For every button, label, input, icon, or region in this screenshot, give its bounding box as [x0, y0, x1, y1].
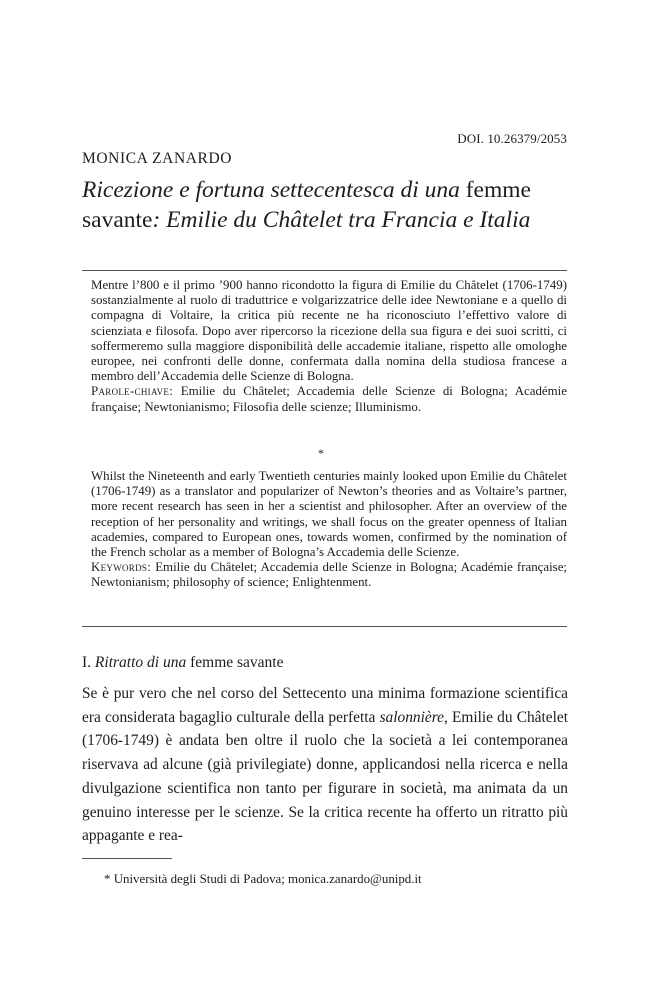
title-part-4: : [152, 207, 161, 233]
title-part-3: savante [82, 207, 153, 233]
body-paragraph [82, 682, 568, 848]
footnote-text: Università degli Studi di Padova; monica.zanardo@unipd.it [113, 872, 422, 886]
article-title [82, 175, 572, 235]
body-italic-word: salonnière [379, 708, 444, 726]
abstract-top-rule [82, 270, 567, 271]
keywords-english [91, 560, 567, 590]
body-text-part-1: Se è pur vero che nel corso del Settecento una minima formazione scientifica era considerata bagaglio culturale della perfetta [82, 685, 568, 726]
abstract-english [91, 469, 567, 591]
section-heading [82, 654, 283, 672]
doi-label: DOI. 10.26379/2053 [457, 131, 567, 146]
section-title-italic: Ritratto di una [94, 654, 187, 671]
footnote-marker: * [104, 872, 111, 886]
abstract-separator-star: * [318, 446, 324, 460]
abstract-bottom-rule [82, 626, 567, 627]
keywords-italian [91, 384, 567, 414]
keywords-italian-list: Emilie du Châtelet; Accademia delle Scienze di Bologna; Académie française; Newtonianismo; Filosofia delle scienze; Illuminismo. [91, 384, 567, 414]
abstract-italian-text: Mentre l’800 e il primo ’900 hanno ricondotto la figura di Emilie du Châtelet (1706-1749) sostanzialmente al ruolo di traduttrice e volgarizzatrice delle idee Newtoniane e a quello di compagna di Voltaire, la critica più recente ne ha riconosciuto l’effettivo valore di scienziata e filosofa. Dopo aver ripercorso la ricezione della sua figura e dei suoi scritti, ci soffermeremo sulla maggiore disponibilità delle accademie italiane, rispetto alle omologhe europee, nei confronti delle donne, confermata dalla nomina della studiosa francese a membro dell’Accademia delle Scienze di Bologna. [91, 278, 567, 384]
title-part-2: femme [465, 177, 531, 203]
keywords-english-label: Keywords: [91, 560, 152, 575]
body-text-part-2: , Emilie du Châtelet (1706-1749) è andata ben oltre il ruolo che la società a lei contemporanea riservava ad alcune (già privilegiate) donne, applicandosi nella ricerca e nella divulgazione scientifica non tanto per figurare in società, ma animata da un genuino interesse per le scienze. Se la critica recente ha offerto un ritratto più appagante e rea- [82, 708, 568, 845]
section-title-roman: femme savante [190, 654, 284, 671]
author-name: MONICA ZANARDO [82, 150, 233, 167]
footnote-rule [82, 858, 172, 859]
keywords-italian-label: Parole-chiave: [91, 384, 174, 399]
footnote [104, 872, 422, 887]
title-part-1: Ricezione e fortuna settecentesca di una [82, 177, 460, 203]
keywords-english-list: Emilie du Châtelet; Accademia delle Scienze in Bologna; Académie française; Newtonianism; philosophy of science; Enlightenment. [91, 560, 568, 590]
section-number: I. [82, 654, 92, 671]
abstract-italian [91, 278, 567, 415]
abstract-english-text: Whilst the Nineteenth and early Twentieth centuries mainly looked upon Emilie du Châtelet (1706-1749) as a translator and popularizer of Newton’s theories and as Voltaire’s partner, more recent research has seen in her a scientist and philosopher. After an overview of the reception of her personality and writings, we shall focus on the greater openness of Italian academies, compared to European ones, towards women, confirmed by the nomination of the French scholar as a member of Bologna’s Accademia delle Scienze. [91, 469, 567, 560]
title-part-5: Emilie du Châtelet tra Francia e Italia [166, 207, 531, 233]
